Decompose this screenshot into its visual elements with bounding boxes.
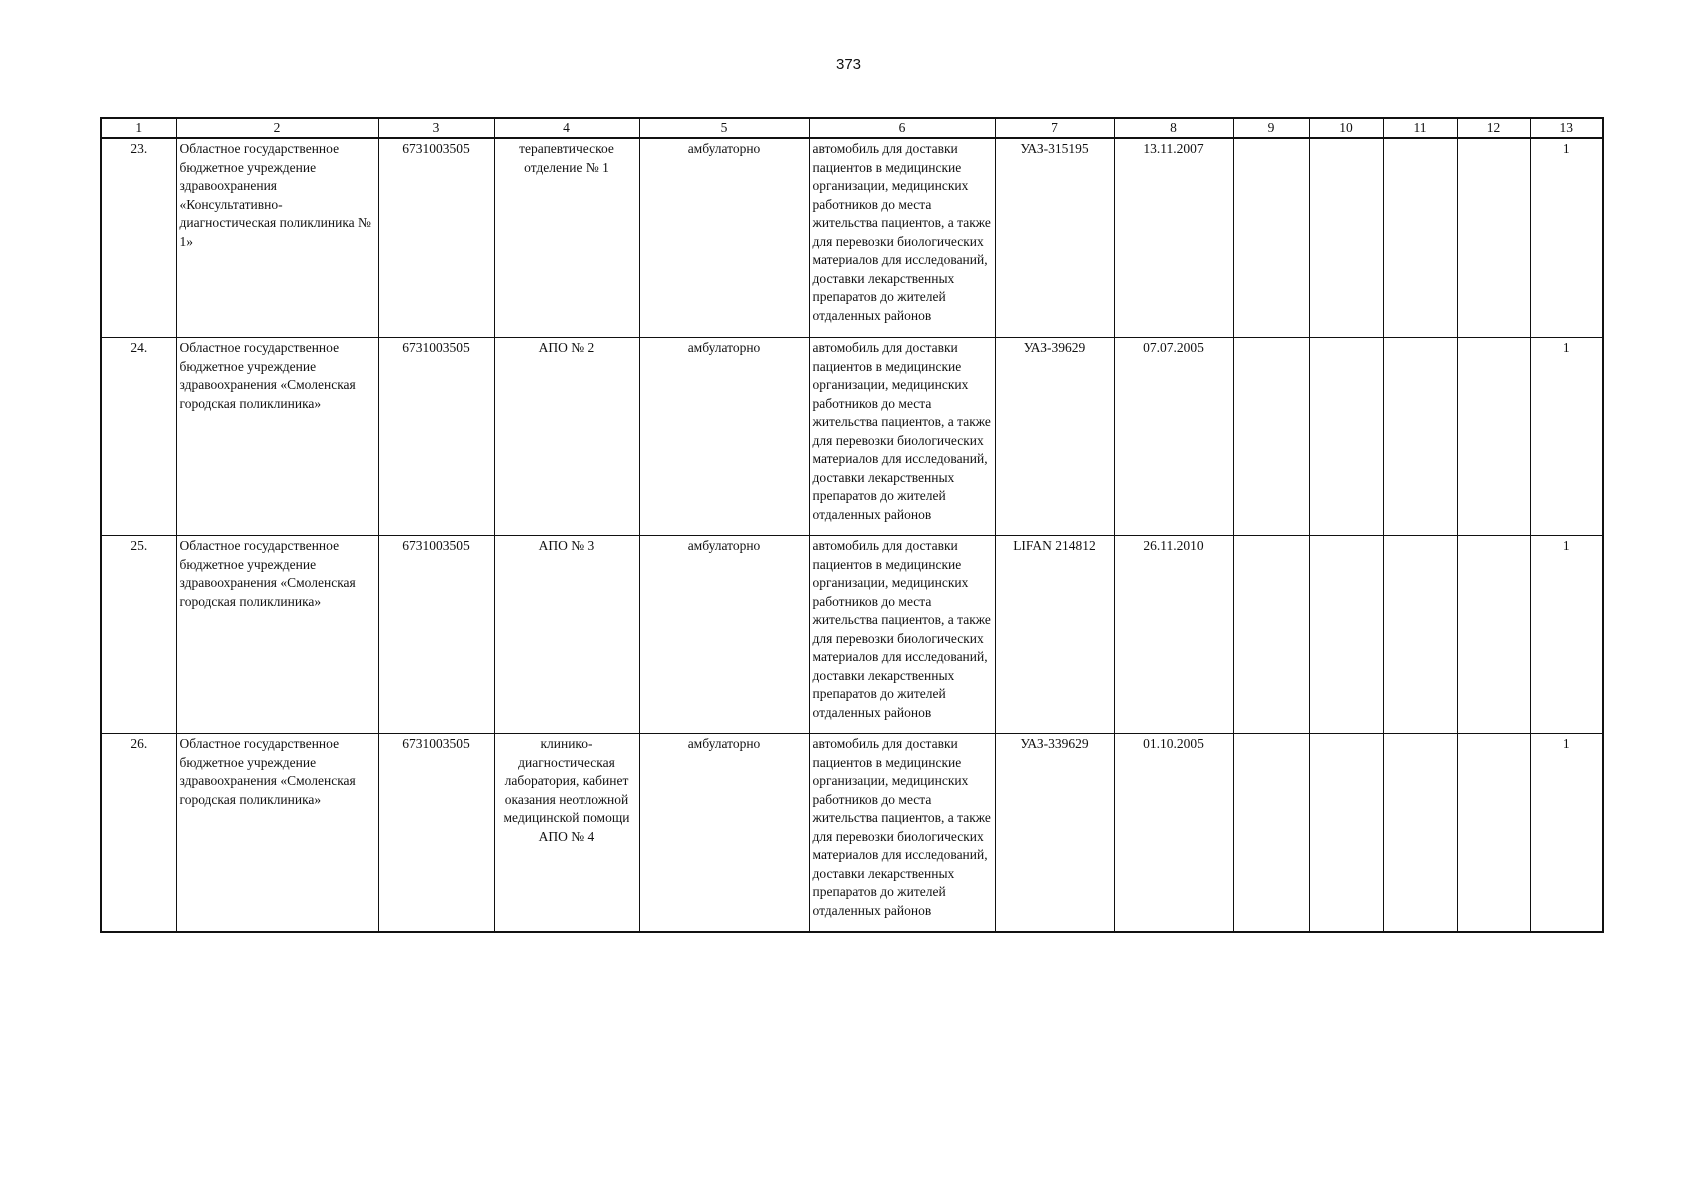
table-row <box>101 536 1603 734</box>
empty-cell <box>1233 536 1309 734</box>
empty-cell <box>1309 338 1383 536</box>
column-header: 4 <box>494 118 639 138</box>
purpose-cell: автомобиль для доставки пациентов в медицинские организации, медицинских работников до места жительства пациентов, а также для перевозки биологических материалов для исследований, доставки лекарственных препаратов до жителей отдаленных районов <box>809 138 995 338</box>
care-type-cell: амбулаторно <box>639 338 809 536</box>
empty-cell <box>1457 338 1530 536</box>
row-number: 25. <box>101 536 176 734</box>
model-cell: УАЗ-339629 <box>995 734 1114 933</box>
unit-cell: терапевтическое отделение № 1 <box>494 138 639 338</box>
empty-cell <box>1457 734 1530 933</box>
date-cell: 01.10.2005 <box>1114 734 1233 933</box>
column-header: 1 <box>101 118 176 138</box>
empty-cell <box>1383 536 1457 734</box>
purpose-cell: автомобиль для доставки пациентов в медицинские организации, медицинских работников до места жительства пациентов, а также для перевозки биологических материалов для исследований, доставки лекарственных препаратов до жителей отдаленных районов <box>809 536 995 734</box>
date-cell: 07.07.2005 <box>1114 338 1233 536</box>
empty-cell <box>1383 338 1457 536</box>
column-header: 8 <box>1114 118 1233 138</box>
page-number: 373 <box>835 56 862 73</box>
vehicles-table <box>100 117 1604 933</box>
organization-cell: Областное государственное бюджетное учреждение здравоохранения «Смоленская городская поликлиника» <box>176 338 378 536</box>
date-cell: 26.11.2010 <box>1114 536 1233 734</box>
empty-cell <box>1383 734 1457 933</box>
care-type-cell: амбулаторно <box>639 734 809 933</box>
empty-cell <box>1457 138 1530 338</box>
column-header: 11 <box>1383 118 1457 138</box>
unit-cell: АПО № 3 <box>494 536 639 734</box>
table-row <box>101 734 1603 933</box>
organization-cell: Областное государственное бюджетное учреждение здравоохранения «Консультативно-диагностическая поликлиника № 1» <box>176 138 378 338</box>
date-cell: 13.11.2007 <box>1114 138 1233 338</box>
purpose-cell: автомобиль для доставки пациентов в медицинские организации, медицинских работников до места жительства пациентов, а также для перевозки биологических материалов для исследований, доставки лекарственных препаратов до жителей отдаленных районов <box>809 734 995 933</box>
quantity-cell: 1 <box>1530 536 1603 734</box>
empty-cell <box>1309 536 1383 734</box>
column-header: 6 <box>809 118 995 138</box>
empty-cell <box>1383 138 1457 338</box>
care-type-cell: амбулаторно <box>639 536 809 734</box>
organization-cell: Областное государственное бюджетное учреждение здравоохранения «Смоленская городская поликлиника» <box>176 536 378 734</box>
empty-cell <box>1457 536 1530 734</box>
empty-cell <box>1309 138 1383 338</box>
table-header-row <box>101 118 1603 138</box>
quantity-cell: 1 <box>1530 338 1603 536</box>
column-header: 7 <box>995 118 1114 138</box>
column-header: 3 <box>378 118 494 138</box>
unit-cell: АПО № 2 <box>494 338 639 536</box>
row-number: 24. <box>101 338 176 536</box>
row-number: 23. <box>101 138 176 338</box>
inn-cell: 6731003505 <box>378 734 494 933</box>
empty-cell <box>1233 138 1309 338</box>
column-header: 2 <box>176 118 378 138</box>
column-header: 10 <box>1309 118 1383 138</box>
purpose-cell: автомобиль для доставки пациентов в медицинские организации, медицинских работников до места жительства пациентов, а также для перевозки биологических материалов для исследований, доставки лекарственных препаратов до жителей отдаленных районов <box>809 338 995 536</box>
inn-cell: 6731003505 <box>378 338 494 536</box>
table-row <box>101 338 1603 536</box>
empty-cell <box>1233 734 1309 933</box>
model-cell: УАЗ-315195 <box>995 138 1114 338</box>
row-number: 26. <box>101 734 176 933</box>
column-header: 9 <box>1233 118 1309 138</box>
empty-cell <box>1309 734 1383 933</box>
quantity-cell: 1 <box>1530 138 1603 338</box>
model-cell: УАЗ-39629 <box>995 338 1114 536</box>
column-header: 13 <box>1530 118 1603 138</box>
column-header: 5 <box>639 118 809 138</box>
quantity-cell: 1 <box>1530 734 1603 933</box>
organization-cell: Областное государственное бюджетное учреждение здравоохранения «Смоленская городская поликлиника» <box>176 734 378 933</box>
table-row <box>101 138 1603 338</box>
model-cell: LIFAN 214812 <box>995 536 1114 734</box>
inn-cell: 6731003505 <box>378 138 494 338</box>
empty-cell <box>1233 338 1309 536</box>
unit-cell: клинико-диагностическая лаборатория, кабинет оказания неотложной медицинской помощи АПО № 4 <box>494 734 639 933</box>
column-header: 12 <box>1457 118 1530 138</box>
care-type-cell: амбулаторно <box>639 138 809 338</box>
inn-cell: 6731003505 <box>378 536 494 734</box>
